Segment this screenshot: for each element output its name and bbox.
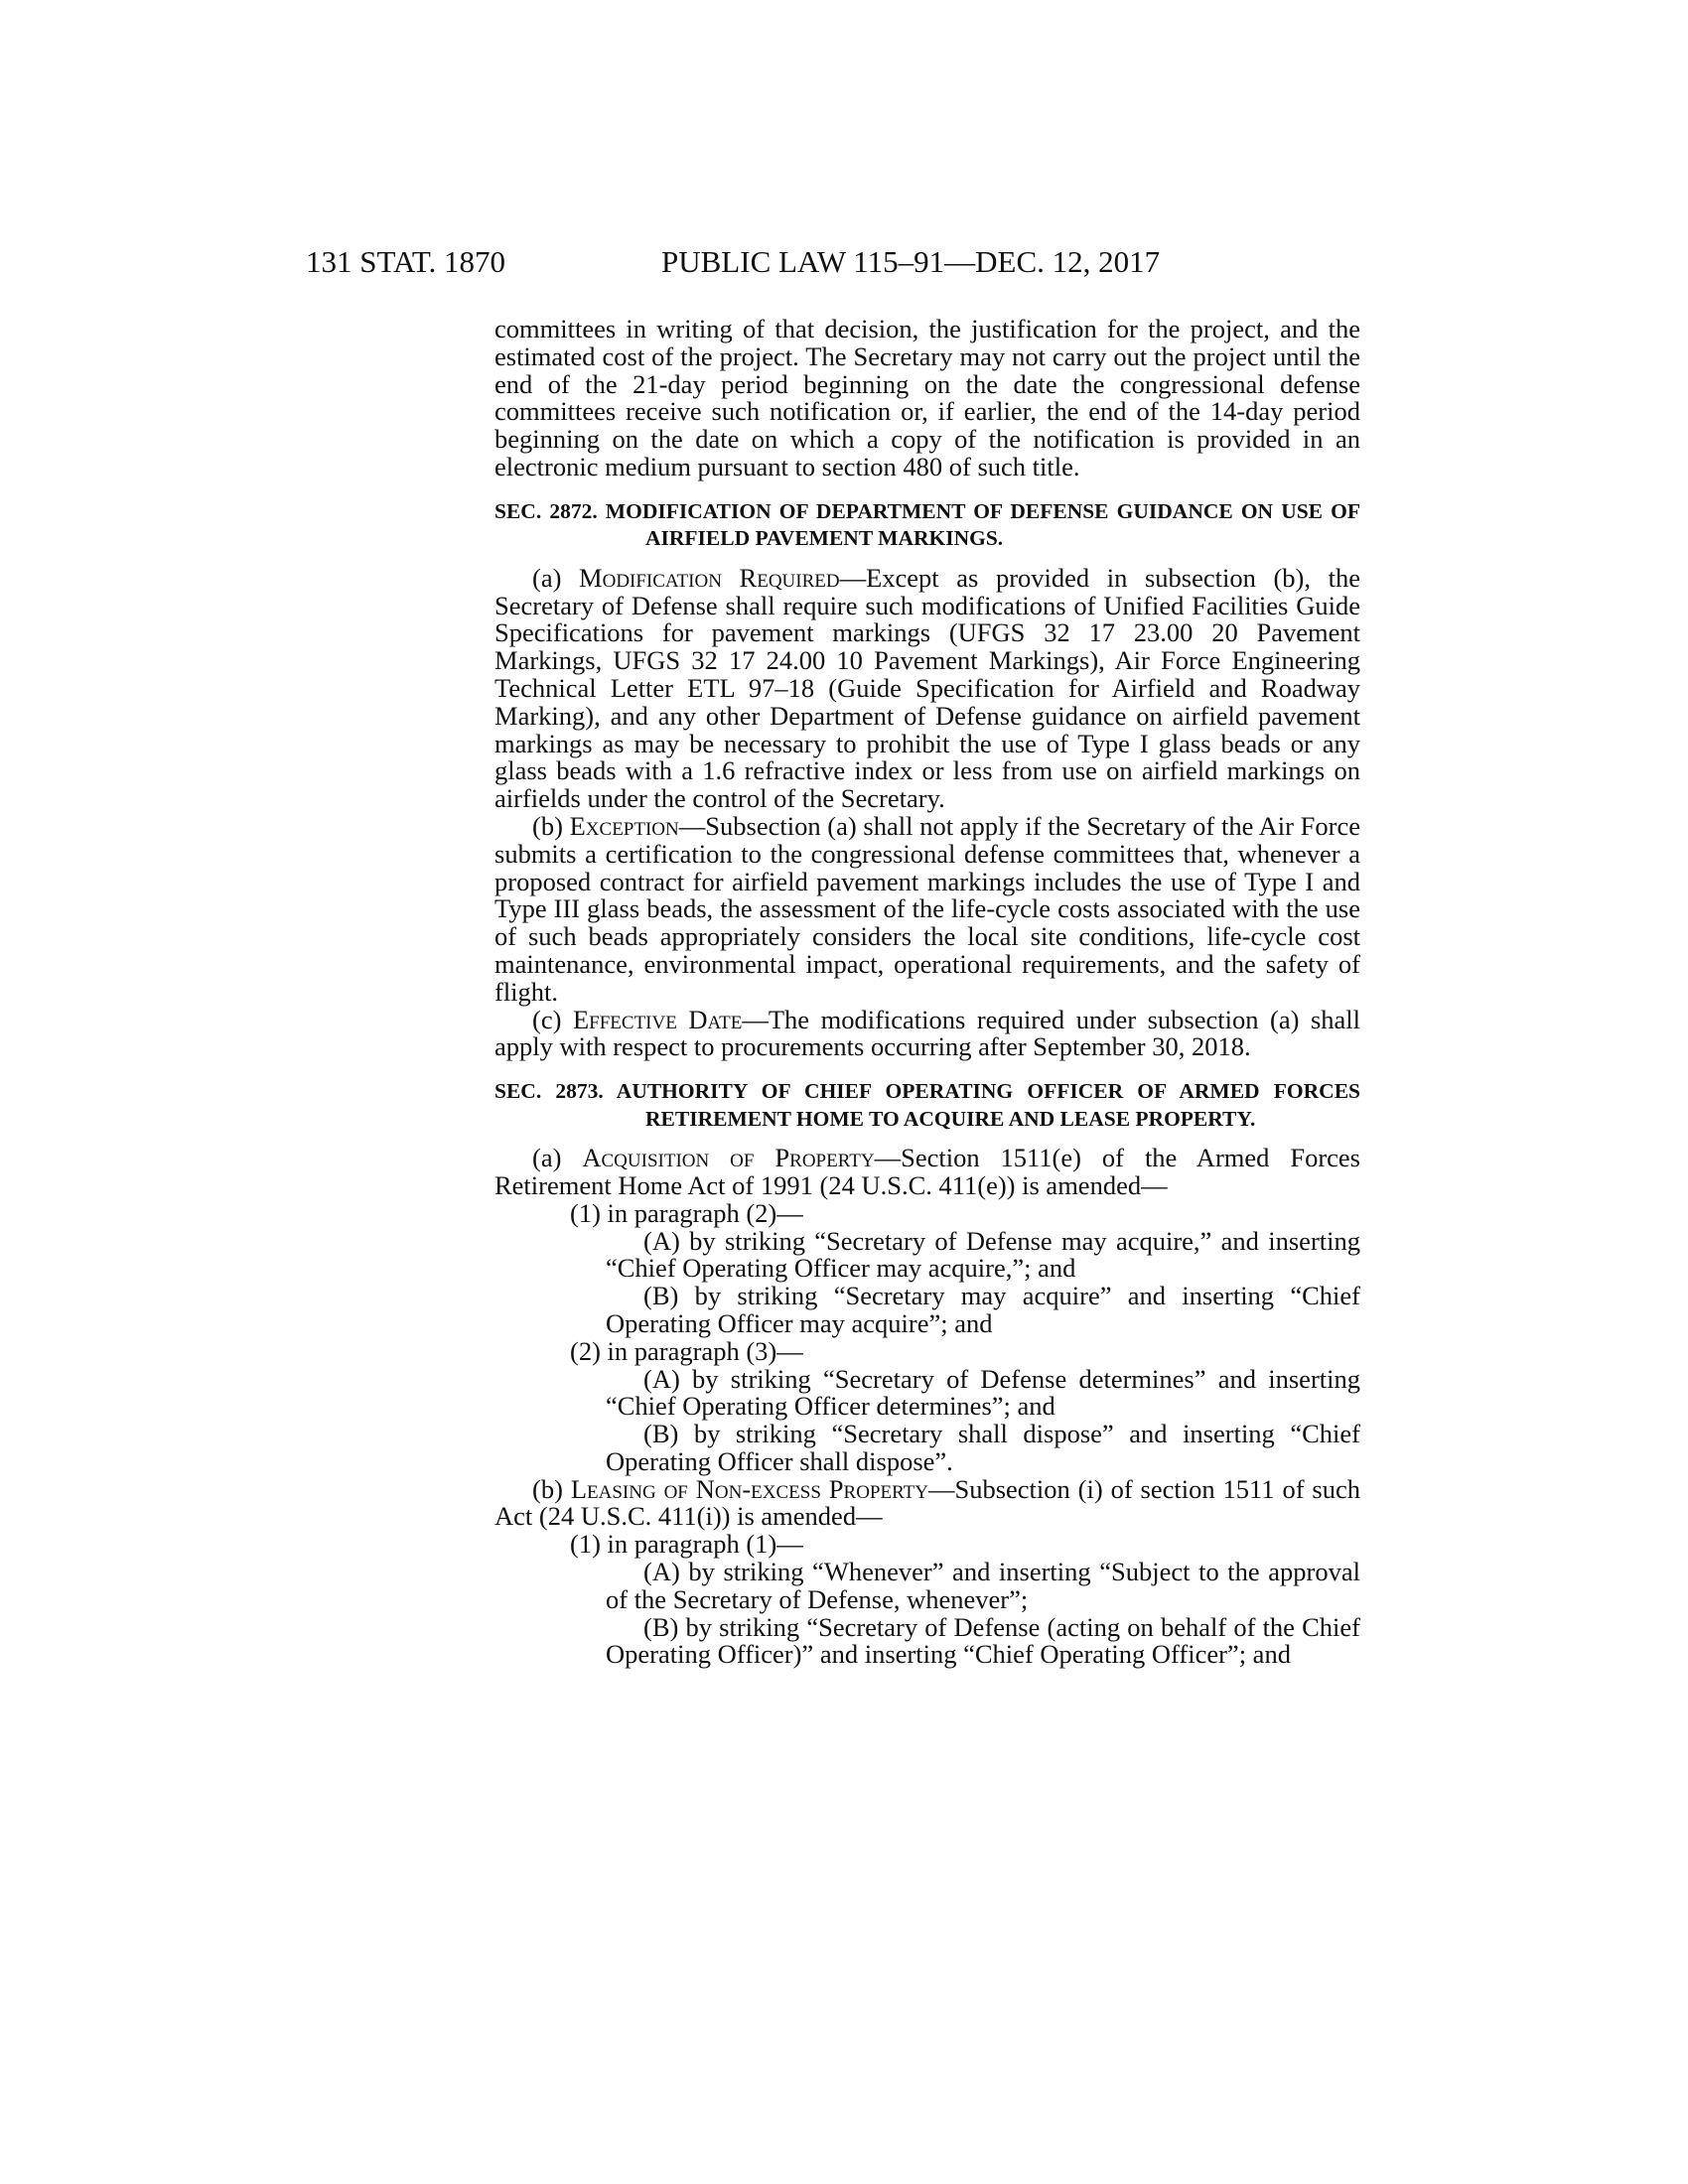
- subsection-text: —The modifications required under subsection (a) shall apply with respect to procurements occurring after September 30, 2018.: [494, 1004, 1360, 1062]
- subsection-label: (b): [532, 810, 570, 841]
- subparagraph-b-1-B: (B) by striking “Secretary of Defense (acting on behalf of the Chief Operating Officer)” and inserting “Chief Operating Officer”; and: [606, 1611, 1360, 1670]
- subparagraph-a-1-A: (A) by striking “Secretary of Defense may acquire,” and inserting “Chief Operating Officer may acquire,”; and: [606, 1225, 1360, 1284]
- subparagraph-b-1-A: (A) by striking “Whenever” and inserting “Subject to the approval of the Secretary of Defense, whenever”;: [606, 1557, 1360, 1614]
- paragraph-b-1: (1) in paragraph (1)—: [570, 1529, 803, 1560]
- section-2872-subsection-b: [494, 810, 1360, 1007]
- subsection-label: (a): [532, 1143, 583, 1173]
- subsection-caption: Leasing of Non-excess Property: [570, 1473, 928, 1504]
- section-2873-heading: SEC. 2873. AUTHORITY OF CHIEF OPERATING OFFICER OF ARMED FORCES RETIREMENT HOME TO ACQUIRE AND LEASE PROPERTY.: [494, 1079, 1360, 1131]
- subsection-text: —Section 1511(e) of the Armed Forces Retirement Home Act of 1991 (24 U.S.C. 411(e)) is amended—: [494, 1143, 1360, 1200]
- section-2873-subsection-a: [494, 1145, 1360, 1200]
- subsection-label: (a): [532, 562, 580, 593]
- subparagraph-a-1-B: (B) by striking “Secretary may acquire” and inserting “Chief Operating Officer may acquire”; and: [606, 1281, 1360, 1338]
- section-2873-subsection-b: [494, 1473, 1360, 1532]
- subsection-caption: Acquisition of Property: [582, 1143, 875, 1173]
- paragraph-a-2: (2) in paragraph (3)—: [570, 1335, 803, 1366]
- paragraph-a-1: (1) in paragraph (2)—: [570, 1197, 803, 1228]
- subsection-text: —Subsection (a) shall not apply if the Secretary of the Air Force submits a certification to the congressional defense committees that, whenever a proposed contract for airfield pavement markings includes the use of Type I and Type III glass beads, the assessment of the life-cycle costs associated with the use of such beads appropriately considers the local site conditions, life-cycle cost maintenance, environmental impact, operational requirements, and the safety of flight.: [494, 810, 1360, 1007]
- section-2872-heading: SEC. 2872. MODIFICATION OF DEPARTMENT OF DEFENSE GUIDANCE ON USE OF AIRFIELD PAVEMENT MARKINGS.: [494, 498, 1360, 551]
- subsection-caption: Exception: [569, 810, 679, 841]
- subsection-caption: Effective Date: [572, 1004, 743, 1034]
- section-2872-subsection-a: [494, 562, 1360, 814]
- law-text-column: [494, 316, 1360, 1669]
- subsection-text: —Except as provided in subsection (b), the Secretary of Defense shall require such modifications of Unified Facilities Guide Specifications for pavement markings (UFGS 32 17 23.00 20 Pavement Markings, UFGS 32 17 24.00 10 Pavement Markings), Air Force Engineering Technical Letter ETL 97–18 (Guide Specification for Airfield and Roadway Marking), and any other Department of Defense guidance on airfield pavement markings as may be necessary to prohibit the use of Type I glass beads or any glass beads with a 1.6 refractive index or less from use on airfield markings on airfields under the control of the Secretary.: [494, 562, 1360, 814]
- page-header: [0, 244, 1688, 284]
- subparagraph-a-2-A: (A) by striking “Secretary of Defense determines” and inserting “Chief Operating Officer determines”; and: [606, 1363, 1360, 1422]
- subsection-label: (b): [532, 1473, 571, 1504]
- subsection-text: —Subsection (i) of section 1511 of such Act (24 U.S.C. 411(i)) is amended—: [494, 1473, 1360, 1532]
- continuation-paragraph: committees in writing of that decision, the justification for the project, and the estimated cost of the project. The Secretary may not carry out the project until the end of the 21-day period beginning on the date the congressional defense committees receive such notification or, if earlier, the end of the 14-day period beginning on the date on which a copy of the notification is provided in an electronic medium pursuant to section 480 of such title.: [494, 314, 1360, 481]
- subparagraph-a-2-B: (B) by striking “Secretary shall dispose” and inserting “Chief Operating Officer shall dispose”.: [606, 1419, 1360, 1476]
- statute-page-reference: 131 STAT. 1870: [306, 244, 506, 279]
- subsection-label: (c): [532, 1004, 573, 1034]
- section-2872-subsection-c: [494, 1004, 1360, 1062]
- subsection-caption: Modification Required: [579, 562, 840, 593]
- public-law-title: PUBLIC LAW 115–91—DEC. 12, 2017: [661, 244, 1161, 279]
